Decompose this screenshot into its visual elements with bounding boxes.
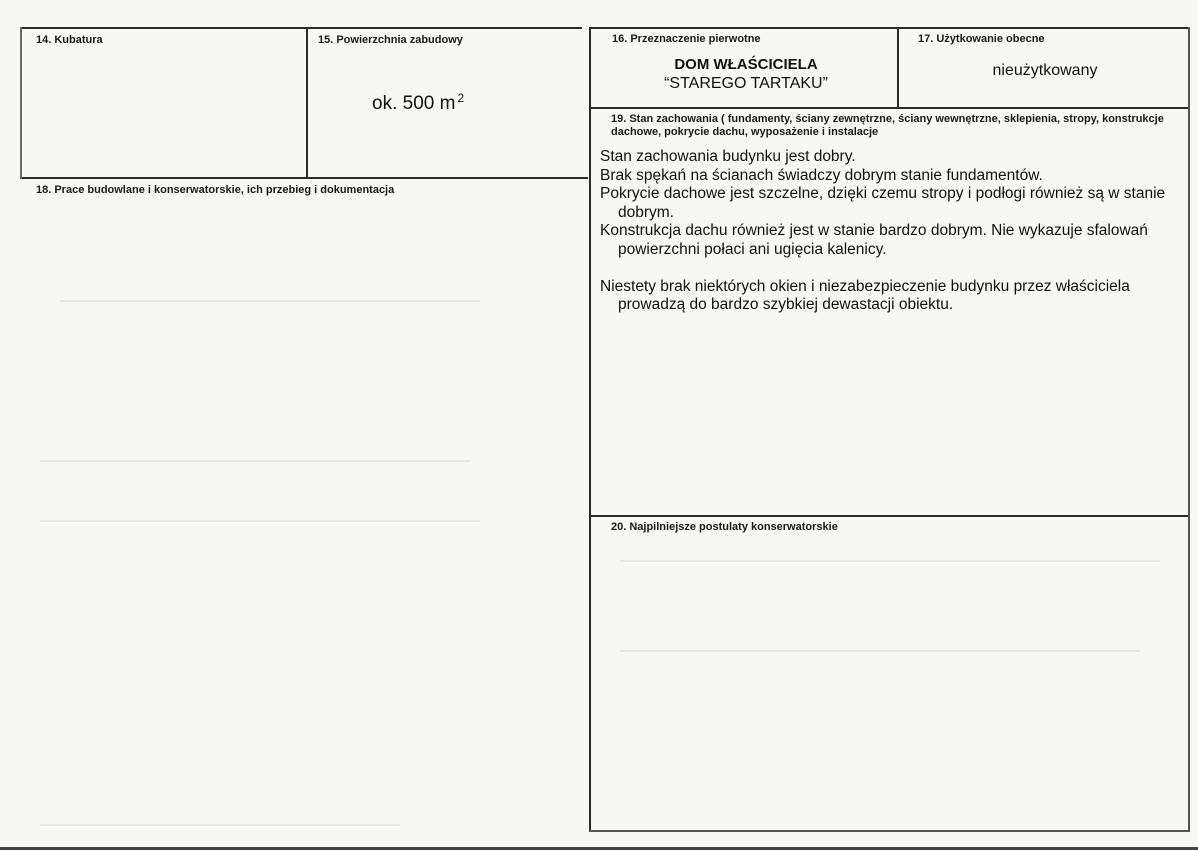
- divider-16-17: [897, 28, 899, 108]
- original-use-value: [596, 55, 896, 93]
- condition-paragraph: Niestety brak niektórych okien i niezabezpieczenie budynku przez właściciela prowadzą do bardzo szybkiej dewastacji obiektu.: [600, 277, 1130, 313]
- scan-bleed-mark: [620, 560, 1160, 562]
- divider-14-15: [306, 28, 308, 178]
- field-17-label: 17. Użytkowanie obecne: [918, 33, 1045, 45]
- bottom-border-right: [589, 830, 1190, 832]
- field-19-label: 19. Stan zachowania ( fundamenty, ściany zewnętrzne, ściany wewnętrzne, sklepienia, stropy, konstrukcje dachowe, pokrycie dachu, wyposażenie i instalacje: [611, 113, 1164, 138]
- field-20-label: 20. Najpilniejsze postulaty konserwatorskie: [611, 521, 838, 533]
- scan-bleed-mark: [40, 460, 470, 462]
- field-15-label: 15. Powierzchnia zabudowy: [318, 34, 463, 46]
- divider-row-16-19: [589, 107, 1190, 109]
- current-use-value: nieużytkowany: [992, 62, 1098, 79]
- condition-paragraph: Brak spękań na ścianach świadczy dobrym stanie fundamentów.: [600, 166, 1043, 184]
- field-18-label: 18. Prace budowlane i konserwatorskie, ich przebieg i dokumentacja: [36, 184, 395, 196]
- building-area-value: [372, 90, 465, 115]
- building-area-number: ok. 500 m: [372, 93, 456, 114]
- original-use-line2: “STAREGO TARTAKU”: [664, 75, 828, 92]
- bottom-edge: [0, 847, 1198, 850]
- center-divider: [589, 28, 591, 832]
- divider-row-19-20: [589, 515, 1190, 517]
- condition-paragraph: Pokrycie dachowe jest szczelne, dzięki czemu stropy i podłogi również są w stanie dobrym.: [600, 185, 1166, 221]
- divider-row-15-18: [22, 177, 588, 179]
- condition-paragraph: Stan zachowania budynku jest dobry.: [600, 148, 856, 165]
- field-14-label: 14. Kubatura: [36, 34, 103, 46]
- scan-bleed-mark: [620, 650, 1140, 652]
- condition-paragraph: Konstrukcja dachu również jest w stanie bardzo dobrym. Nie wykazuje sfalowań powierzchni połaci ani ugięcia kalenicy.: [600, 222, 1148, 258]
- area-unit-exponent: 2: [457, 90, 465, 105]
- original-use-line1: DOM WŁAŚCICIELA: [674, 56, 818, 73]
- scan-bleed-mark: [40, 520, 480, 522]
- top-border-right: [589, 27, 1190, 29]
- field-16-label: 16. Przeznaczenie pierwotne: [612, 33, 761, 45]
- scan-bleed-mark: [40, 824, 400, 826]
- right-outer-edge: [1188, 27, 1190, 832]
- left-outer-edge: [20, 27, 22, 179]
- condition-description: [600, 148, 1185, 315]
- scan-bleed-mark: [60, 300, 480, 302]
- top-border-left: [22, 27, 582, 29]
